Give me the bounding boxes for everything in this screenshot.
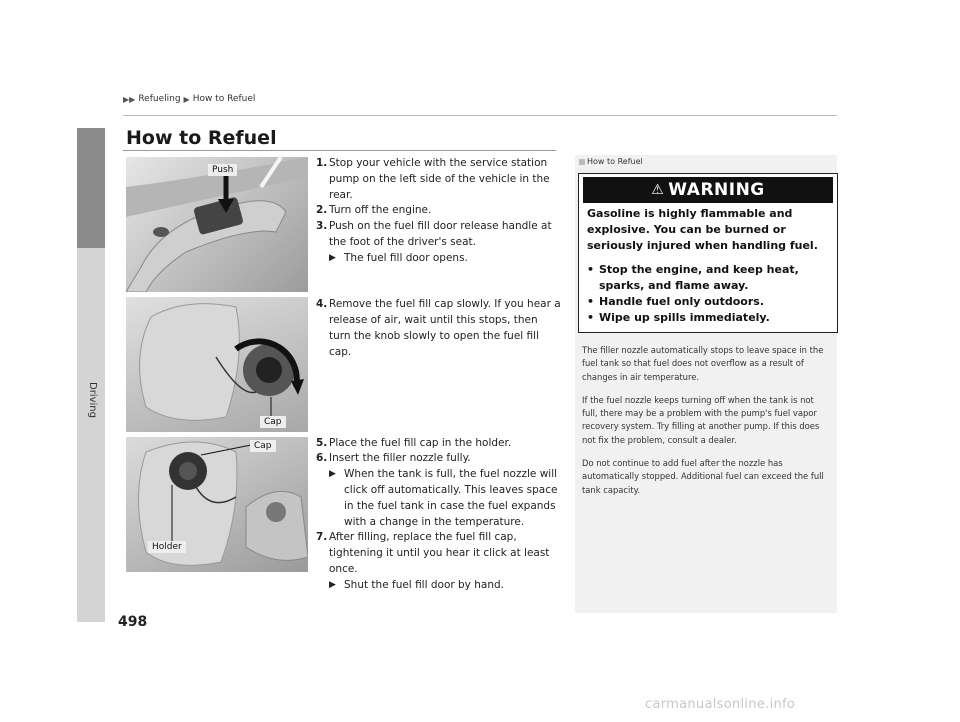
- note-paragraph: The filler nozzle automatically stops to leave space in the fuel tank so that fuel does not overflow as a result of changes in air temperature.: [582, 345, 824, 382]
- step-text: Stop your vehicle with the service station pump on the left side of the vehicle in the rear.: [329, 157, 550, 201]
- step-result: [316, 466, 561, 530]
- breadcrumb-arrow-icon: ▶▶: [123, 94, 136, 104]
- holder-label: Holder: [148, 541, 186, 553]
- step-1: [316, 155, 561, 203]
- note-header-text: How to Refuel: [587, 157, 643, 166]
- step-number: 1.: [316, 157, 328, 169]
- step-number: 3.: [316, 220, 328, 232]
- step-text: Remove the fuel fill cap slowly. If you hear a release of air, wait until this stops, then turn the knob slowly to open the fuel fill cap.: [329, 298, 561, 358]
- step-text: After filling, replace the fuel fill cap, tightening it until you hear it click at least once.: [329, 531, 550, 575]
- step-4: [316, 296, 561, 360]
- step-number: 2.: [316, 204, 328, 216]
- warning-body: [587, 206, 831, 326]
- breadcrumb: [123, 94, 255, 104]
- cap-label: Cap: [250, 440, 276, 452]
- title-divider: [123, 150, 556, 151]
- step-number: 5.: [316, 437, 328, 449]
- step-text: Turn off the engine.: [329, 204, 432, 216]
- warning-banner: [583, 177, 833, 203]
- warning-title: WARNING: [668, 180, 765, 200]
- side-tab-bar: [77, 248, 105, 622]
- note-paragraphs: [582, 344, 832, 507]
- step-number: 6.: [316, 452, 328, 464]
- warning-triangle-icon: ⚠: [651, 182, 665, 198]
- step-result: [316, 577, 561, 593]
- step-result: [316, 250, 561, 266]
- note-marker-icon: [579, 159, 585, 165]
- warning-text: Gasoline is highly flammable and explosive. You can be burned or seriously injured when handling fuel.: [587, 207, 818, 252]
- breadcrumb-arrow-icon: ▶: [183, 94, 190, 104]
- cap-label: Cap: [260, 416, 286, 428]
- warning-bullet: • Wipe up spills immediately.: [587, 310, 831, 326]
- result-arrow-icon: ▶: [329, 253, 336, 263]
- release-handle-illustration: [126, 157, 308, 292]
- step-result-text: When the tank is full, the fuel nozzle will click off automatically. This leaves space in the fuel tank in case the fuel expands with a change in the temperature.: [344, 468, 558, 528]
- step-6: [316, 450, 561, 530]
- side-tab-marker: [77, 128, 105, 248]
- step-text: Insert the filler nozzle fully.: [329, 452, 471, 464]
- cap-holder-photo: [126, 437, 308, 572]
- release-handle-photo: [126, 157, 308, 292]
- step-result-text: The fuel fill door opens.: [344, 252, 468, 264]
- side-tab-label: Driving: [87, 382, 98, 418]
- header-divider: [123, 115, 837, 116]
- note-paragraph: Do not continue to add fuel after the nozzle has automatically stopped. Additional fuel can exceed the full tank capacity.: [582, 458, 824, 495]
- breadcrumb-item-refueling[interactable]: Refueling: [138, 94, 181, 104]
- step-7: [316, 529, 561, 593]
- breadcrumb-item-how-to-refuel[interactable]: How to Refuel: [192, 94, 256, 104]
- warning-bullet: • Stop the engine, and keep heat, sparks, and flame away.: [587, 262, 831, 294]
- step-2: [316, 202, 561, 218]
- step-result-text: Shut the fuel fill door by hand.: [344, 579, 504, 591]
- watermark: carmanualsonline.info: [645, 697, 796, 712]
- step-number: 4.: [316, 298, 328, 310]
- fuel-cap-photo: [126, 297, 308, 432]
- warning-bullet: • Handle fuel only outdoors.: [587, 294, 831, 310]
- note-header: [579, 157, 643, 166]
- step-text: Push on the fuel fill door release handle at the foot of the driver's seat.: [329, 220, 552, 248]
- fuel-cap-illustration: [126, 297, 308, 432]
- push-label: Push: [208, 164, 237, 176]
- result-arrow-icon: ▶: [329, 580, 336, 590]
- page-title: How to Refuel: [126, 127, 277, 149]
- step-5: [316, 435, 561, 451]
- result-arrow-icon: ▶: [329, 469, 336, 479]
- step-text: Place the fuel fill cap in the holder.: [329, 437, 512, 449]
- page-number: 498: [118, 614, 148, 630]
- step-number: 7.: [316, 531, 328, 543]
- note-paragraph: If the fuel nozzle keeps turning off when the tank is not full, there may be a problem with the pump's fuel vapor recovery system. Try filling at another pump. If this does not fix the problem, consult a dealer.: [582, 394, 820, 445]
- warning-box: [578, 173, 838, 333]
- step-3: [316, 218, 561, 266]
